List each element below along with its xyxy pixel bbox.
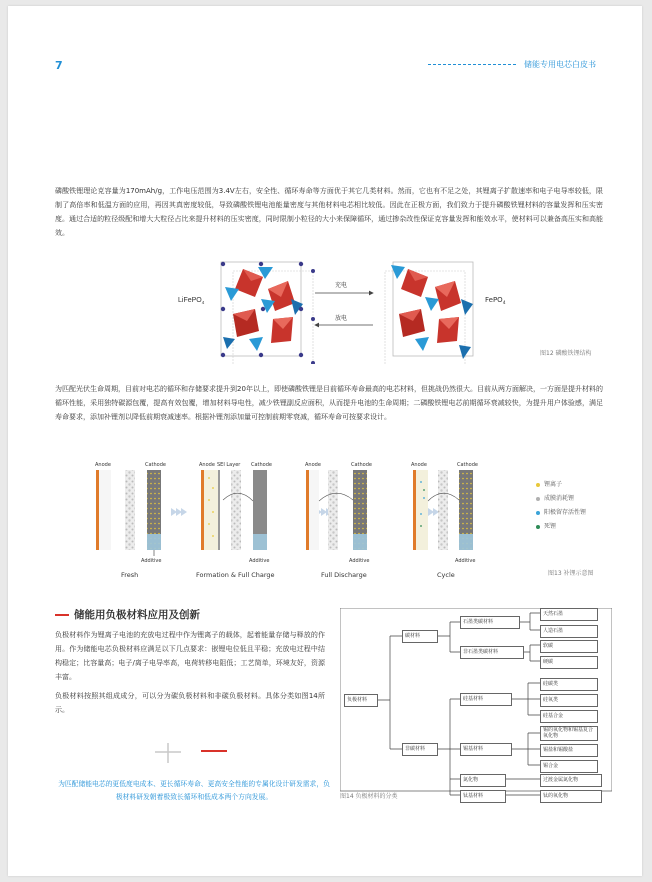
additive-label-2: Additive bbox=[249, 558, 270, 564]
dash-decoration bbox=[201, 750, 227, 752]
figure13-caption: 图13 补锂示意图 bbox=[548, 570, 594, 577]
panel-fresh bbox=[96, 470, 161, 556]
legend-active-lithium bbox=[536, 507, 586, 516]
node-tin-oxide: 锡的氧化物和锡基复合氧化物 bbox=[540, 726, 598, 741]
legend-lithium-ion bbox=[536, 479, 562, 488]
fepo4-subscript: 4 bbox=[502, 301, 506, 306]
svg-text:LiFePO4 bbox=[178, 297, 205, 305]
node-hard-carbon: 硬碳 bbox=[540, 656, 598, 669]
fepo4-label: FePO bbox=[485, 296, 503, 304]
legend-swatch bbox=[536, 511, 540, 515]
cathode-label-1: Cathode bbox=[145, 462, 166, 468]
node-artificial-graphite: 人造石墨 bbox=[540, 625, 598, 638]
section-title-text: 储能用负极材料应用及创新 bbox=[74, 609, 200, 621]
node-si-carbon: 硅碳类 bbox=[540, 678, 598, 691]
plus-decoration-icon bbox=[155, 743, 181, 763]
stage-cycle: Cycle bbox=[437, 571, 455, 579]
additive-label-4: Additive bbox=[455, 558, 476, 564]
document-page bbox=[8, 6, 642, 876]
node-tm-nitride: 过渡金属氮化物 bbox=[540, 774, 602, 787]
highlight-note: 为匹配储能电芯的更低度电成本、更长循环寿命、更高安全性能的专属化设计研发需求，负极材料研发朝着极致长循环和低成本两个方向发展。 bbox=[58, 780, 330, 801]
charge-label: 充电 bbox=[335, 282, 348, 289]
discharge-label: 放电 bbox=[335, 315, 348, 322]
anode-classification-tree bbox=[340, 608, 612, 803]
node-tin-salt: 锡盐和锡酸盐 bbox=[540, 744, 598, 757]
node-si-alloy: 硅基合金 bbox=[540, 710, 598, 723]
additive-label-3: Additive bbox=[349, 558, 370, 564]
node-silicon: 硅基材料 bbox=[460, 693, 512, 706]
paragraph-lfp-capacity: 磷酸铁锂理论克容量为170mAh/g，工作电压范围为3.4V左右，安全性、循环寿命等方面优于其它几类材料。然而，它也有不足之处，其锂离子扩散速率和电子电导率较低，限制了高倍率和低温方面的应用，再因其真密度较低，导致磷酸铁锂电池能量密度与其他材料电芯相比较低。因此在正极方面，我们致力于提升磷酸铁锂材料的容量发挥和压实密度。通过合适的粒径级配和增大大粒径占比来提升材料的压实密度，同时限制小粒径的大小来保障循环，通过掺杂改性保证克容量发挥和能效水平，使材料可以兼备高压实和高能效。 bbox=[55, 187, 603, 237]
paragraph-anode-requirements: 负极材料作为锂离子电池的充放电过程中作为锂离子的载体，起着能量存储与释放的作用。作为储能电芯负极材料应满足以下几点要求：嵌锂电位低且平稳；充放电过程中结构稳定；比容量高；电子/离子电导率高，电荷转移电阻低；工艺简单，环境友好，资源丰富。 bbox=[55, 631, 325, 681]
cathode-label-4: Cathode bbox=[457, 462, 478, 468]
node-carbon: 碳材料 bbox=[402, 630, 438, 643]
lifepo4-subscript: 4 bbox=[201, 300, 205, 305]
anode-label-4: Anode bbox=[411, 462, 427, 468]
legend-film-consumed bbox=[536, 493, 574, 502]
section-title bbox=[55, 607, 200, 622]
node-anode-material: 负极材料 bbox=[344, 694, 378, 707]
cathode-label-2: Cathode bbox=[251, 462, 272, 468]
svg-text:FePO4 bbox=[485, 296, 506, 306]
stage-discharge: Full Discharge bbox=[321, 571, 367, 579]
section-title-bar bbox=[55, 614, 69, 616]
anode-label-1: Anode bbox=[95, 462, 111, 468]
stage-fresh: Fresh bbox=[121, 571, 139, 579]
cathode-label-3: Cathode bbox=[351, 462, 372, 468]
legend-label: 阳极留存活性锂 bbox=[544, 509, 587, 516]
header-rule bbox=[428, 64, 516, 65]
legend-swatch bbox=[536, 497, 540, 501]
stage-formation: Formation & Full Charge bbox=[196, 571, 275, 579]
node-ti-oxide: 钛的氧化物 bbox=[540, 790, 602, 803]
legend-swatch bbox=[536, 525, 540, 529]
figure12-caption: 图12 磷酸铁锂结构 bbox=[540, 350, 592, 357]
node-nongraphite: 非石墨类碳材料 bbox=[460, 646, 524, 659]
legend-label: 锂离子 bbox=[544, 481, 563, 488]
legend-label: 死锂 bbox=[544, 523, 557, 530]
node-noncarbon: 非碳材料 bbox=[402, 743, 438, 756]
node-si-oxygen: 硅氧类 bbox=[540, 694, 598, 707]
panel-discharge bbox=[306, 470, 367, 550]
page-number: 7 bbox=[55, 59, 63, 72]
paragraph-anode-classification: 负极材料按照其组成成分，可以分为碳负极材料和非碳负极材料。具体分类如图14所示。 bbox=[55, 692, 325, 714]
node-tin: 锡基材料 bbox=[460, 743, 512, 756]
legend-swatch bbox=[536, 483, 540, 487]
additive-label-1: Additive bbox=[141, 558, 162, 564]
node-tin-alloy: 锡合金 bbox=[540, 760, 598, 773]
node-natural-graphite: 天然石墨 bbox=[540, 608, 598, 621]
figure14-caption: 图14 负极材料的分类 bbox=[340, 793, 398, 800]
node-titanium: 钛基材料 bbox=[460, 790, 506, 803]
lithium-supplement-figure bbox=[53, 456, 613, 581]
legend-dead-lithium bbox=[536, 521, 556, 530]
node-soft-carbon: 软碳 bbox=[540, 640, 598, 653]
paragraph-cycle-life: 为匹配光伏生命周期，目前对电芯的循环和存储要求提升到20年以上，即使磷酸铁锂是目前循环寿命最高的电芯材料，但挑战仍然很大。目前从两方面解决，一方面是提升材料的循环性能，采用独特碳源包覆，提高有效包覆，增加材料导电性，减少铁锂副反应面积，从而提升电池的生命周期；二磷酸铁锂电芯前期循环衰减较快，为提升用户体验感，满足寿命要求，添加补锂剂以降低前期衰减速率。根据补锂剂添加量可控制前期零衰减，循环寿命可按要求设计。 bbox=[55, 385, 603, 421]
panel-cycle bbox=[413, 470, 473, 550]
legend-label: 成膜消耗锂 bbox=[544, 495, 575, 502]
running-title: 储能专用电芯白皮书 bbox=[524, 60, 596, 69]
lifepo4-label: LiFePO bbox=[178, 297, 202, 304]
lifepo4-crystal-icon bbox=[221, 262, 315, 364]
sei-label: SEI Layer bbox=[217, 462, 241, 468]
anode-label-3: Anode bbox=[305, 462, 321, 468]
node-nitride: 氮化物 bbox=[460, 774, 506, 787]
panel-formation bbox=[201, 470, 267, 550]
node-graphite: 石墨类碳材料 bbox=[460, 616, 520, 629]
lfp-structure-figure bbox=[163, 259, 543, 364]
anode-label-2: Anode bbox=[199, 462, 215, 468]
fepo4-crystal-icon bbox=[385, 262, 473, 364]
